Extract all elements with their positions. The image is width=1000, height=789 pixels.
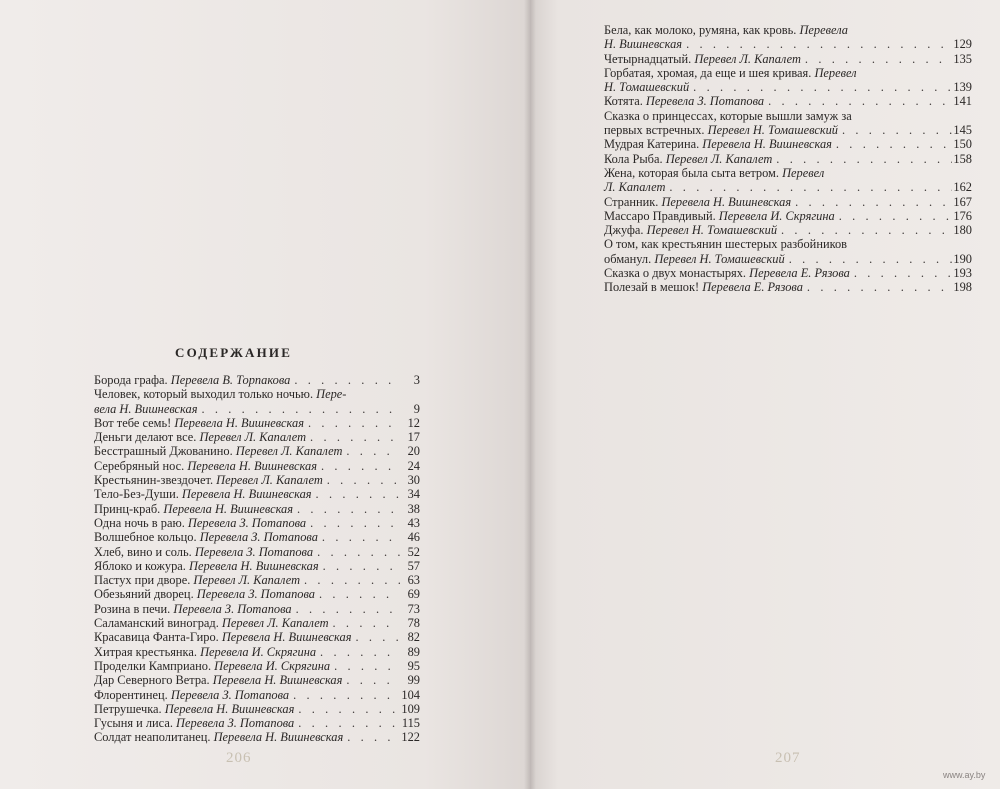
- toc-entry-translator: Перевела И. Скрягина: [214, 658, 331, 673]
- dot-leader: [689, 80, 952, 94]
- dot-leader: [772, 152, 952, 166]
- toc-entry-title: Гусыня и лиса.: [94, 716, 173, 731]
- toc-entry-page-number: 190: [953, 251, 972, 266]
- dot-leader: [294, 702, 400, 716]
- toc-entry-translator: Перевела Н. Вишневская: [187, 458, 317, 473]
- dot-leader: [682, 37, 952, 51]
- toc-entry: [604, 66, 972, 95]
- toc-entry-page-number: 34: [407, 487, 420, 502]
- toc-entry-translator: Перевела Н. Вишневская: [213, 730, 344, 745]
- toc-entry-title: Человек, который выходил только ночью.: [94, 387, 314, 402]
- toc-entry-page-number: 3: [413, 373, 420, 387]
- dot-leader: [791, 195, 952, 209]
- dot-leader: [313, 545, 400, 559]
- toc-entry-translator: Перевела З. Потапова: [194, 544, 314, 559]
- dot-leader: [317, 459, 400, 473]
- toc-entry: [94, 673, 420, 687]
- dot-leader: [292, 602, 400, 616]
- toc-entry-title: Бела, как молоко, румяна, как кровь.: [604, 23, 797, 37]
- toc-entry-page-number: 145: [953, 123, 972, 138]
- toc-entry-translator: Перевела Н. Вишневская: [163, 501, 294, 516]
- toc-entry-title: Мудрая Катерина.: [604, 137, 700, 152]
- toc-entry-page-number: 176: [953, 208, 972, 223]
- toc-entry: [94, 616, 420, 630]
- toc-entry-page-number: 162: [953, 180, 972, 195]
- book-spine-gutter: [524, 0, 536, 789]
- toc-entry-title: Тело-Без-Души.: [94, 487, 179, 502]
- toc-entry-title-line: [604, 166, 972, 180]
- toc-entry-page-number: 69: [407, 587, 420, 602]
- dot-leader: [294, 716, 400, 730]
- toc-entry-translator: Перевела Н. Вишневская: [661, 194, 792, 209]
- page-number-left: 206: [226, 750, 252, 766]
- toc-entry: [604, 23, 972, 52]
- dot-leader: [832, 137, 952, 151]
- toc-entry-title-line: [604, 66, 972, 80]
- toc-entry-translator: Перевел Л. Капалет: [199, 430, 307, 445]
- toc-entry-translator: Перевела Н. Вишневская: [189, 558, 319, 573]
- toc-entry-title: Яблоко и кожура.: [94, 558, 186, 573]
- dot-leader: [803, 280, 952, 294]
- toc-entry-translator: Перевела Н. Вишневская: [174, 415, 304, 430]
- toc-entry-title: обманул.: [604, 251, 652, 266]
- toc-entry: [94, 630, 420, 644]
- toc-entry-translator: Н. Томашевский: [604, 80, 690, 95]
- toc-entry: [94, 602, 420, 616]
- toc-entry-title: Солдат неаполитанец.: [94, 730, 211, 745]
- toc-entry-translator: Перевела Е. Рязова: [702, 280, 803, 295]
- toc-entry-page-number: 24: [407, 458, 420, 473]
- toc-entry-page-number: 99: [407, 673, 420, 688]
- dot-leader: [777, 223, 952, 237]
- dot-leader: [312, 487, 400, 501]
- toc-entry-page-number: 109: [401, 701, 420, 716]
- dot-leader: [304, 416, 400, 430]
- contents-list-right: [604, 23, 972, 295]
- toc-entry: [604, 109, 972, 138]
- toc-entry-title: Массаро Правдивый.: [604, 208, 716, 223]
- watermark: www.ay.by: [943, 770, 986, 780]
- toc-entry-translator: Перевела И. Скрягина: [200, 644, 317, 659]
- toc-entry-title: Проделки Камприано.: [94, 658, 212, 673]
- toc-entry-title: Сказка о принцессах, которые вышли замуж за: [604, 108, 852, 123]
- toc-entry-translator: Перевел Л. Капалет: [193, 573, 301, 588]
- toc-entry-title: Хитрая крестьянка.: [94, 644, 197, 659]
- toc-entry-title: Флорентинец.: [94, 687, 168, 702]
- toc-entry-translator: Перевела З. Потапова: [187, 515, 307, 530]
- toc-entry-page-number: 73: [407, 601, 420, 616]
- dot-leader: [330, 659, 400, 673]
- toc-entry-title: Деньги делают все.: [94, 430, 197, 445]
- toc-entry: [94, 573, 420, 587]
- toc-entry-title: Бесстрашный Джованино.: [94, 444, 233, 459]
- contents-list-left: [94, 373, 420, 745]
- toc-entry-translator: Перевела В. Торпакова: [170, 373, 291, 387]
- toc-entry: [94, 545, 420, 559]
- dot-leader: [342, 444, 400, 458]
- toc-entry-page-number: 57: [407, 558, 420, 573]
- toc-entry-page-number: 104: [401, 687, 420, 702]
- toc-entry-translator: Пере-: [316, 387, 347, 402]
- toc-entry-translator: Н. Вишневская: [604, 37, 683, 52]
- toc-entry: [94, 416, 420, 430]
- dot-leader: [318, 530, 400, 544]
- toc-entry: [604, 223, 972, 237]
- toc-entry-translator: Перевела: [799, 23, 848, 37]
- toc-entry-title: Вот тебе семь!: [94, 415, 172, 430]
- toc-entry-page-number: 141: [953, 94, 972, 109]
- toc-entry-translator: Перевела Н. Вишневская: [702, 137, 832, 152]
- toc-entry: [94, 444, 420, 458]
- toc-entry-title: Горбатая, хромая, да еще и шея кривая.: [604, 65, 812, 80]
- toc-entry-title: Жена, которая была сыта ветром.: [604, 165, 779, 180]
- dot-leader: [319, 559, 400, 573]
- toc-entry-translator: Перевела Н. Вишневская: [181, 487, 312, 502]
- toc-entry: [94, 473, 420, 487]
- toc-entry-page-number: 180: [953, 223, 972, 238]
- toc-entry: [94, 487, 420, 501]
- toc-entry-title-line: [604, 237, 972, 251]
- toc-entry-title: Борода графа.: [94, 373, 168, 387]
- toc-entry-title: Пастух при дворе.: [94, 573, 191, 588]
- toc-entry-translator: Перевел: [814, 65, 857, 80]
- toc-entry-page-number: 20: [407, 444, 420, 459]
- toc-entry: [94, 459, 420, 473]
- toc-entry-page-number: 122: [401, 730, 420, 745]
- toc-entry-translator: Перевел: [782, 165, 825, 180]
- toc-entry-translator: Перевел Л. Капалет: [216, 473, 323, 488]
- page-number-right: 207: [775, 750, 801, 766]
- dot-leader: [838, 123, 952, 137]
- toc-entry-page-number: 30: [407, 473, 420, 488]
- toc-entry-translator: Перевела З. Потапова: [176, 716, 295, 731]
- toc-entry-translator: Перевел Н. Томашевский: [654, 251, 785, 266]
- toc-entry-title: Принц-краб.: [94, 501, 161, 516]
- toc-entry: [94, 659, 420, 673]
- toc-entry-page-number: 198: [953, 280, 972, 295]
- toc-entry-page-number: 46: [407, 530, 420, 545]
- contents-heading: СОДЕРЖАНИЕ: [175, 345, 293, 360]
- toc-entry-translator: Перевела Н. Вишневская: [212, 673, 343, 688]
- toc-entry-page-number: 82: [407, 630, 420, 645]
- toc-entry-translator: Перевела Е. Рязова: [749, 266, 850, 281]
- toc-entry: [604, 137, 972, 151]
- dot-leader: [850, 266, 952, 280]
- toc-entry-page-number: 89: [407, 644, 420, 659]
- toc-entry: [94, 587, 420, 601]
- toc-entry-page-number: 9: [413, 401, 420, 416]
- toc-entry-translator: Перевел Л. Капалет: [665, 151, 773, 166]
- dot-leader: [300, 573, 400, 587]
- toc-entry-title: Розина в печи.: [94, 601, 171, 616]
- toc-entry-page-number: 193: [953, 266, 972, 281]
- dot-leader: [343, 730, 400, 744]
- toc-entry-translator: Перевела З. Потапова: [196, 587, 315, 602]
- toc-entry-title: Полезай в мешок!: [604, 280, 700, 295]
- toc-entry-title: Дар Северного Ветра.: [94, 673, 210, 688]
- toc-entry-title-line: [604, 23, 972, 37]
- toc-entry-title: Котята.: [604, 94, 643, 109]
- toc-entry: [604, 52, 972, 66]
- toc-entry-translator: Перевел Л. Капалет: [694, 51, 801, 66]
- dot-leader: [764, 94, 952, 108]
- dot-leader: [293, 502, 400, 516]
- dot-leader: [342, 673, 400, 687]
- toc-entry-translator: вела Н. Вишневская: [94, 401, 198, 416]
- toc-entry-translator: Л. Капалет: [604, 180, 666, 195]
- toc-entry: [604, 152, 972, 166]
- toc-entry-page-number: 158: [953, 151, 972, 166]
- toc-entry-title: Сказка о двух монастырях.: [604, 266, 747, 281]
- toc-entry-title: Волшебное кольцо.: [94, 530, 197, 545]
- toc-entry: [94, 430, 420, 444]
- dot-leader: [306, 516, 400, 530]
- toc-entry-title: О том, как крестьянин шестерых разбойников: [604, 237, 848, 252]
- dot-leader: [351, 630, 400, 644]
- toc-entry: [94, 702, 420, 716]
- toc-entry-title-line: [604, 109, 972, 123]
- dot-leader: [197, 402, 400, 416]
- toc-entry-page-number: 52: [407, 544, 420, 559]
- toc-entry: [94, 730, 420, 744]
- toc-entry-page-number: 12: [407, 415, 420, 430]
- toc-entry-title: Джуфа.: [604, 223, 644, 238]
- toc-entry-title: Красавица Фанта-Гиро.: [94, 630, 219, 645]
- dot-leader: [306, 430, 400, 444]
- toc-entry: [94, 559, 420, 573]
- dot-leader: [801, 52, 952, 66]
- toc-entry: [94, 530, 420, 544]
- toc-entry-page-number: 95: [407, 658, 420, 673]
- toc-entry-page-number: 115: [401, 716, 420, 731]
- dot-leader: [785, 252, 952, 266]
- dot-leader: [665, 180, 952, 194]
- toc-entry-title-line: [94, 387, 420, 401]
- toc-entry: [604, 94, 972, 108]
- toc-entry-page-number: 17: [407, 430, 420, 445]
- toc-entry-title: первых встречных.: [604, 123, 705, 138]
- toc-entry: [94, 502, 420, 516]
- dot-leader: [316, 645, 400, 659]
- dot-leader: [290, 373, 400, 387]
- toc-entry-translator: Перевела Н. Вишневская: [221, 630, 352, 645]
- toc-entry-title: Обезьяний дворец.: [94, 587, 194, 602]
- toc-entry: [94, 373, 420, 387]
- toc-entry: [604, 237, 972, 266]
- toc-entry-page-number: 78: [407, 616, 420, 631]
- toc-entry-page-number: 38: [407, 501, 420, 516]
- dot-leader: [329, 616, 400, 630]
- toc-entry-translator: Перевела И. Скрягина: [718, 208, 835, 223]
- toc-entry: [94, 645, 420, 659]
- toc-entry-title: Саламанский виноград.: [94, 616, 219, 631]
- toc-entry-title: Странник.: [604, 194, 659, 209]
- toc-entry-title: Серебряный нос.: [94, 458, 185, 473]
- toc-entry: [604, 209, 972, 223]
- toc-entry-translator: Перевел Н. Томашевский: [707, 123, 839, 138]
- dot-leader: [289, 688, 400, 702]
- toc-entry: [94, 516, 420, 530]
- toc-entry-translator: Перевела З. Потапова: [170, 687, 290, 702]
- toc-entry: [604, 166, 972, 195]
- toc-entry-page-number: 167: [953, 194, 972, 209]
- toc-entry-page-number: 135: [953, 51, 972, 66]
- dot-leader: [315, 587, 400, 601]
- toc-entry: [94, 716, 420, 730]
- toc-entry-page-number: 139: [953, 80, 972, 95]
- toc-entry-page-number: 63: [407, 573, 420, 588]
- toc-entry-page-number: 129: [953, 37, 972, 52]
- toc-entry-translator: Перевела З. Потапова: [199, 530, 318, 545]
- dot-leader: [323, 473, 400, 487]
- toc-entry-translator: Перевела Н. Вишневская: [164, 701, 295, 716]
- toc-entry: [604, 266, 972, 280]
- toc-entry-page-number: 150: [953, 137, 972, 152]
- toc-entry-translator: Перевел Л. Капалет: [235, 444, 343, 459]
- toc-entry-translator: Перевел Н. Томашевский: [646, 223, 778, 238]
- toc-entry-title: Четырнадцатый.: [604, 51, 692, 66]
- toc-entry-translator: Перевела З. Потапова: [173, 601, 292, 616]
- toc-entry: [604, 195, 972, 209]
- toc-entry-title: Одна ночь в раю.: [94, 515, 185, 530]
- toc-entry-page-number: 43: [407, 515, 420, 530]
- toc-entry: [94, 387, 420, 416]
- toc-entry-title: Петрушечка.: [94, 701, 162, 716]
- toc-entry: [94, 688, 420, 702]
- toc-entry-title: Кола Рыба.: [604, 151, 663, 166]
- toc-entry: [604, 280, 972, 294]
- toc-entry-translator: Перевел Л. Капалет: [221, 616, 329, 631]
- dot-leader: [835, 209, 952, 223]
- toc-entry-title: Хлеб, вино и соль.: [94, 544, 192, 559]
- toc-entry-title: Крестьянин-звездочет.: [94, 473, 214, 488]
- toc-entry-translator: Перевела З. Потапова: [645, 94, 765, 109]
